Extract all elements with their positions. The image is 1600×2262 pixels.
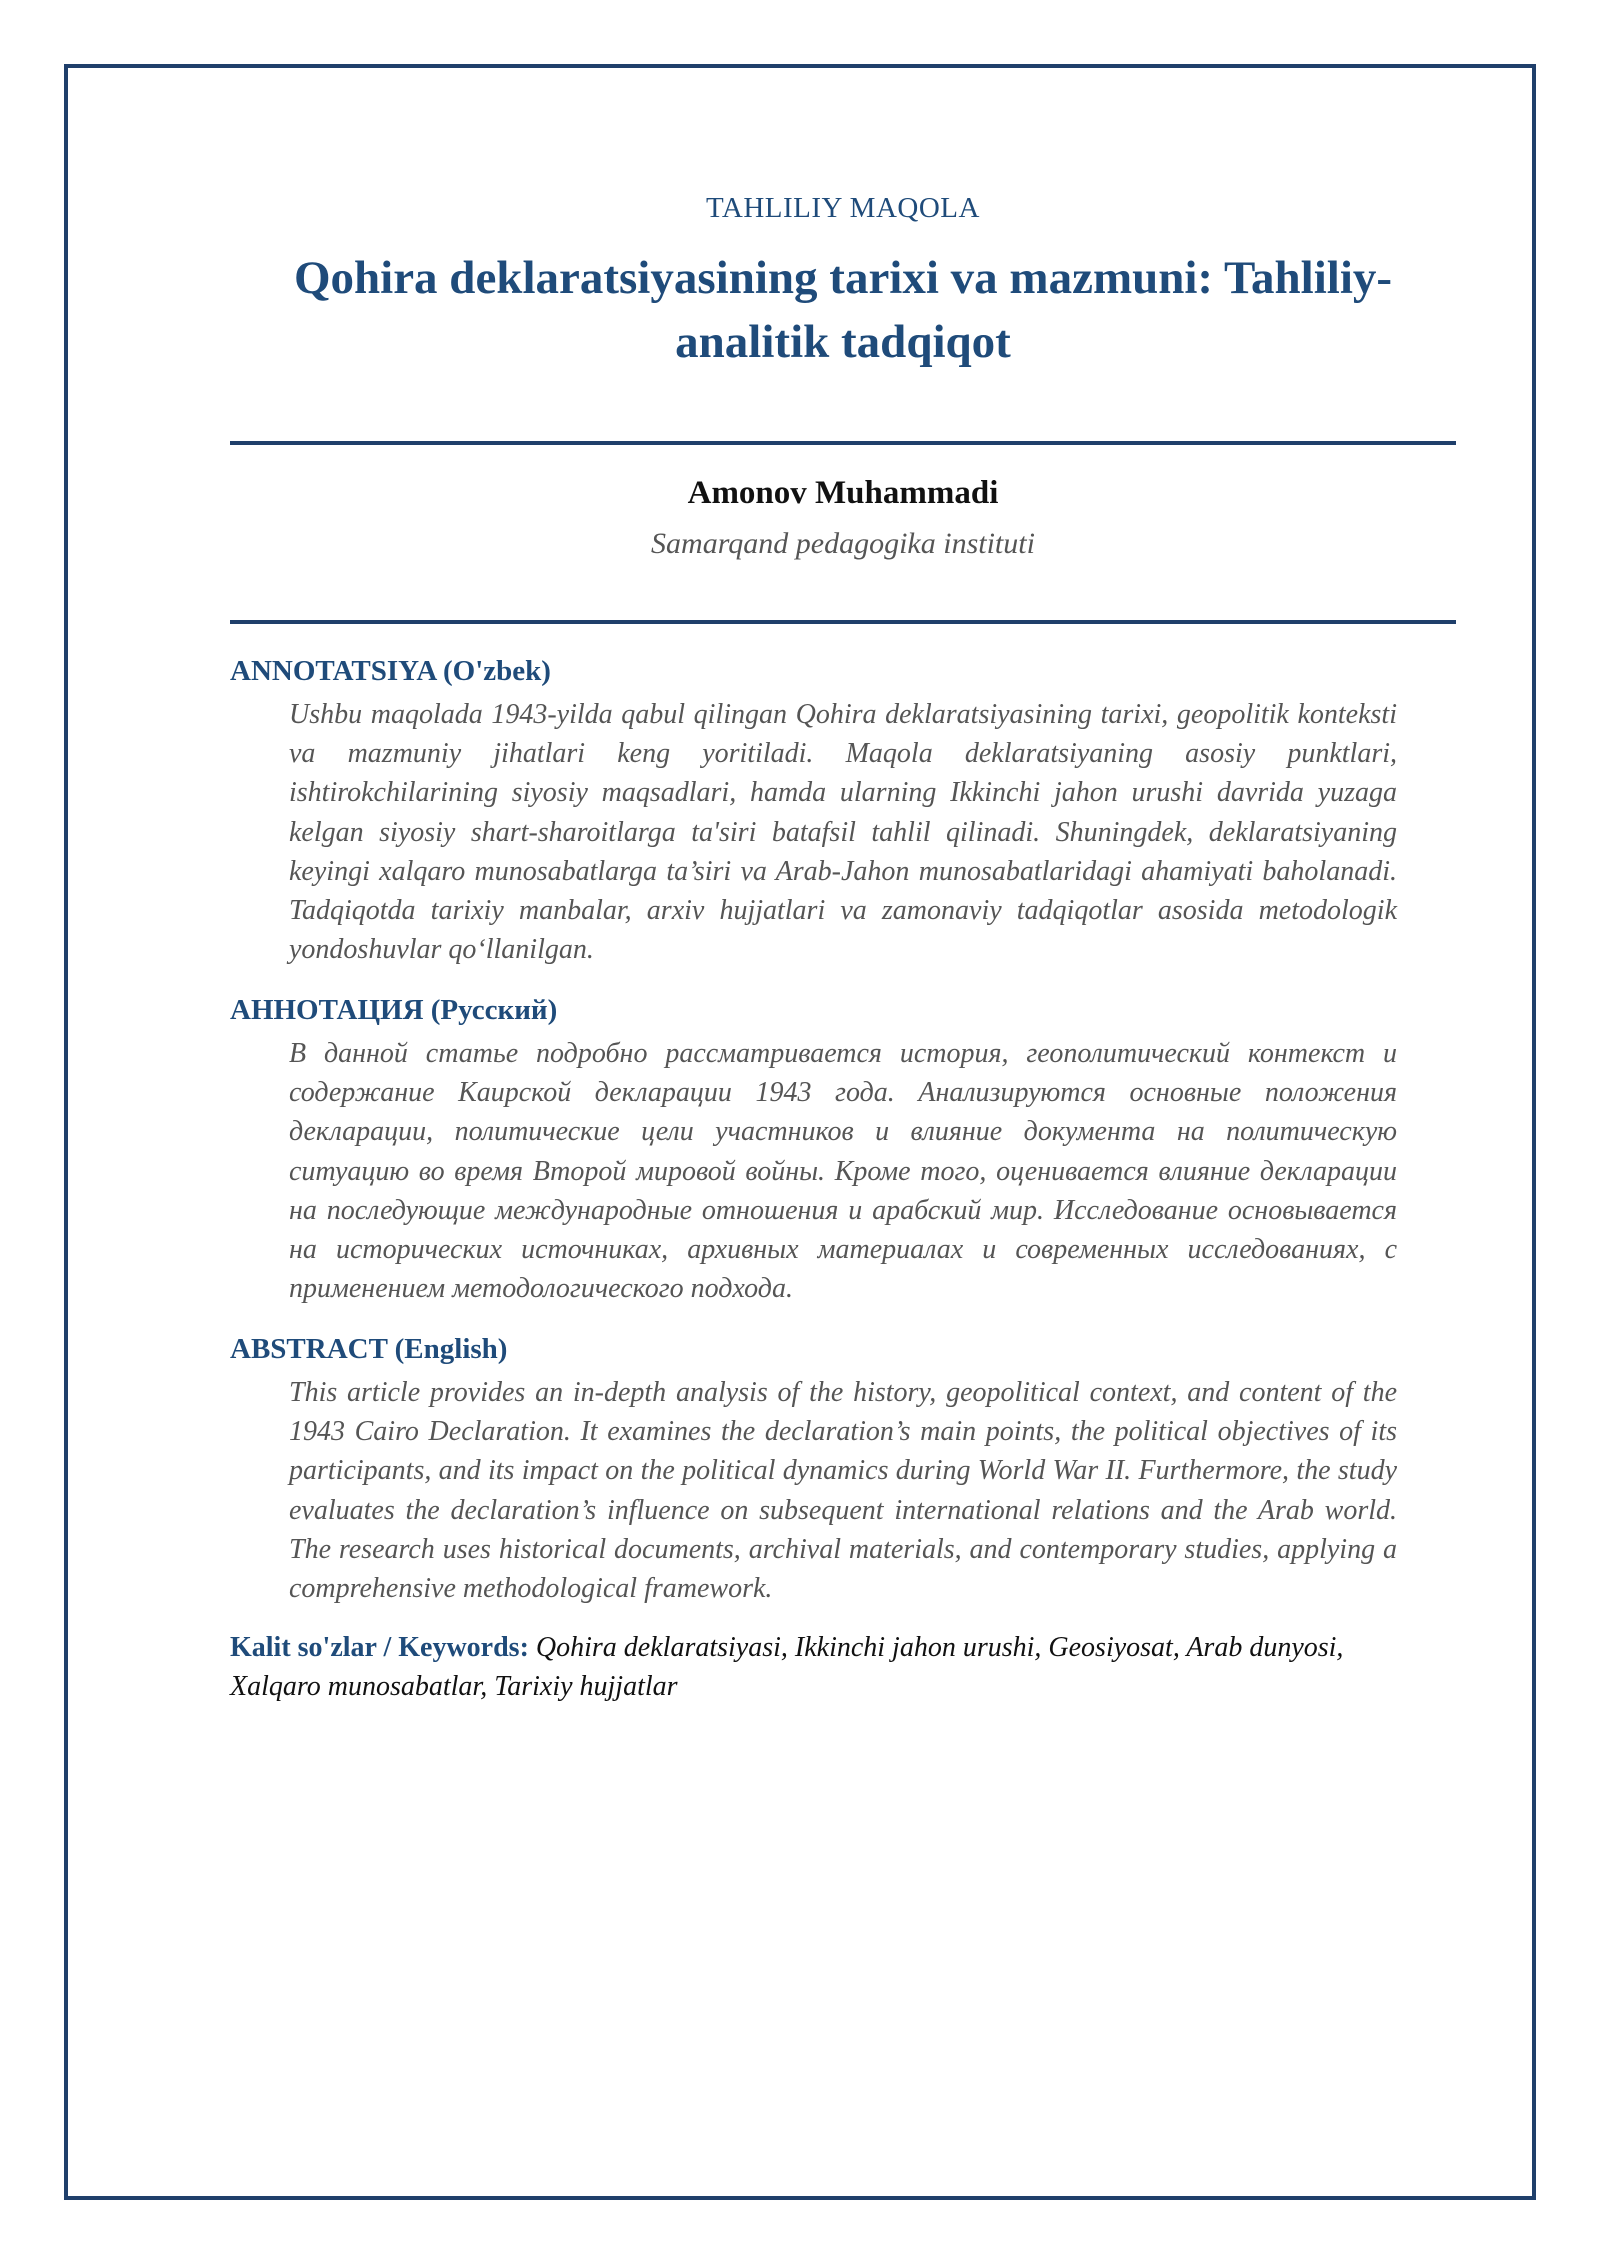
title-divider xyxy=(230,441,1456,445)
abstract-text-english: This article provides an in-depth analysis of the history, geopolitical context, and content of the 1943 Cairo Declaration. It examines the declaration’s main points, the political objectives of its participants, and its impact on the political dynamics during World War II. Furthermore, the study evaluates the declaration’s influence on subsequent international relations and the Arab world. The research uses historical documents, archival materials, and contemporary studies, applying a comprehensive methodological framework. xyxy=(289,1377,1397,1605)
abstract-heading-uzbek: ANNOTATSIYA (O'zbek) xyxy=(230,655,551,687)
keywords-list: Qohira deklaratsiyasi, Ikkinchi jahon urushi, Geosiyosat, Arab dunyosi, Xalqaro munosabatlar, Tarixiy hujjatlar xyxy=(230,1632,1344,1702)
keywords-label: Kalit so'zlar / Keywords: xyxy=(230,1632,529,1663)
abstract-text-russian: В данной статье подробно рассматривается история, геополитический контекст и содержание Каирской декларации 1943 года. Анализируются основные положения декларации, политические цели участников и влияние документа на политическую ситуацию во время Второй мировой войны. Кроме того, оценивается влияние декларации на последующие международные отношения и арабский мир. Исследование основывается на исторических источниках, архивных материалах и современных исследованиях, с применением методологического подхода. xyxy=(289,1038,1397,1305)
article-type-label: TAHLILIY MAQOLA xyxy=(706,192,980,224)
keywords-block xyxy=(230,1628,1430,1706)
abstract-text-uzbek: Ushbu maqolada 1943-yilda qabul qilingan Qohira deklaratsiyasining tarixi, geopolitik konteksti va mazmuniy jihatlari keng yoritiladi. Maqola deklaratsiyaning asosiy punktlari, ishtirokchilarining siyosiy maqsadlari, hamda ularning Ikkinchi jahon urushi davrida yuzaga kelgan siyosiy shart-sharoitlarga ta'siri batafsil tahlil qilinadi. Shuningdek, deklaratsiyaning keyingi xalqaro munosabatlarga ta’siri va Arab-Jahon munosabatlaridagi ahamiyati baholanadi. Tadqiqotda tarixiy manbalar, arxiv hujjatlari va zamonaviy tadqiqotlar asosida metodologik yondoshuvlar qo‘llanilgan. xyxy=(289,699,1397,966)
abstract-heading-russian: АННОТАЦИЯ (Русский) xyxy=(230,994,558,1026)
article-title: Qohira deklaratsiyasining tarixi va mazmuni: Tahliliy-analitik tadqiqot xyxy=(293,252,1393,368)
author-divider xyxy=(230,620,1456,624)
author-name: Amonov Muhammadi xyxy=(687,475,999,511)
author-affiliation: Samarqand pedagogika instituti xyxy=(651,527,1035,560)
abstract-heading-english: ABSTRACT (English) xyxy=(230,1333,508,1365)
